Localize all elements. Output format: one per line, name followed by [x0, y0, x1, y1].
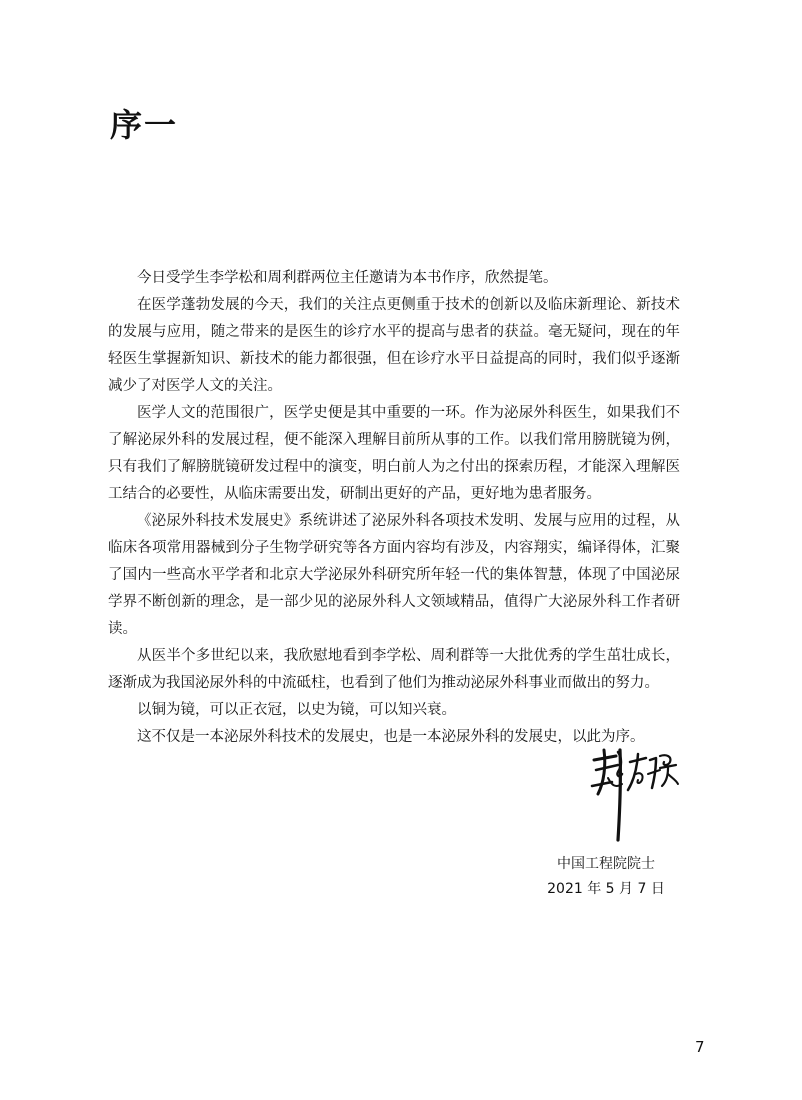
- paragraph-6: 以铜为镜，可以正衣冠，以史为镜，可以知兴衰。: [137, 702, 456, 718]
- signature-date: 2021 年 5 月 7 日: [547, 881, 665, 897]
- paragraph-1: 今日受学生李学松和周利群两位主任邀请为本书作序，欣然提笔。: [137, 270, 558, 286]
- paragraph-3: 医学人文的范围很广，医学史便是其中重要的一环。作为泌尿外科医生，如果我们不了解泌尿外科的发展过程，便不能深入理解目前所从事的工作。以我们常用膀胱镜为例，只有我们了解膀胱镜研发过程中的演变，明白前人为之付出的探索历程，才能深入理解医工结合的必要性，从临床需要出发，研制出更好的产品，更好地为患者服务。: [108, 405, 680, 502]
- paragraph-4: 《泌尿外科技术发展史》系统讲述了泌尿外科各项技术发明、发展与应用的过程，从临床各项常用器械到分子生物学研究等各方面内容均有涉及，内容翔实，编译得体，汇聚了国内一些高水平学者和北京大学泌尿外科研究所年轻一代的集体智慧，体现了中国泌尿学界不断创新的理念，是一部少见的泌尿外科人文领域精品，值得广大泌尿外科工作者研读。: [108, 513, 680, 637]
- paragraph-2: 在医学蓬勃发展的今天，我们的关注点更侧重于技术的创新以及临床新理论、新技术的发展与应用，随之带来的是医生的诊疗水平的提高与患者的获益。毫无疑问，现在的年轻医生掌握新知识、新技术的能力都很强，但在诊疗水平日益提高的同时，我们似乎逐渐减少了对医学人文的关注。: [108, 297, 680, 394]
- paragraph-5: 从医半个多世纪以来，我欣慰地看到李学松、周利群等一大批优秀的学生茁壮成长，逐渐成为我国泌尿外科的中流砥柱，也看到了他们为推动泌尿外科事业而做出的努力。: [108, 648, 680, 691]
- page-title: 序一: [110, 106, 179, 144]
- signature-block: [520, 852, 692, 902]
- handwritten-signature-icon: [582, 738, 682, 848]
- page-number: 7: [695, 1038, 705, 1056]
- paragraph-7: 这不仅是一本泌尿外科技术的发展史，也是一本泌尿外科的发展史，以此为序。: [137, 729, 645, 745]
- preface-body: [108, 265, 680, 751]
- author-affiliation: 中国工程院院士: [557, 856, 655, 872]
